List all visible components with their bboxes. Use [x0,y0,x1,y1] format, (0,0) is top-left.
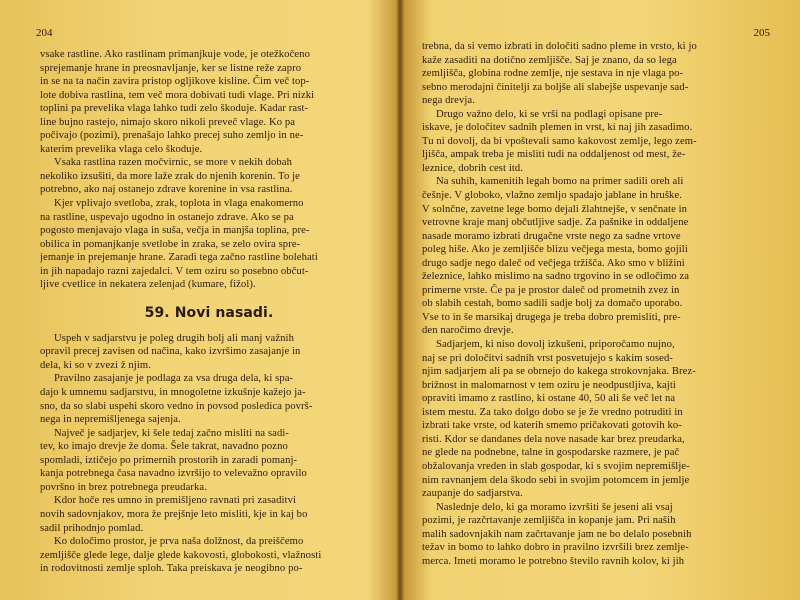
right-text-block [422,40,774,568]
text-line: sadil prihodnjo pomlad. [40,522,144,534]
left-page-text [40,48,378,576]
text-line: nega in nepremišljenega sajenja. [40,414,181,426]
text-line: Kdor hoče res umno in premišljeno ravnati pri zasaditvi [54,495,297,507]
text-line: Največ je sadjarjev, ki šele tedaj začno misliti na sadi- [54,427,290,439]
text-line: poleg hiše. Ako je zemljišče blizu večjega mesta, bomo gojili [422,244,688,256]
text-line: počivajo (pozimi), prenašajo lahko precej suho zemljo in ne- [40,130,304,142]
text-line: trebna, da si vemo izbrati in določiti sadno pleme in vrsto, ki jo [422,41,697,52]
text-line: Vsaka rastlina razen močvirnic, se more v nekih dobah [54,157,292,169]
text-line: ne glede na podnebne, talne in gospodarske razmere, je pač [422,447,680,459]
text-line: nega drevja. [422,95,475,107]
right-page [402,0,800,600]
text-line: Ko določimo prostor, je prva naša dolžnost, da preiščemo [54,536,304,548]
text-line: lote dobiva rastlina, tem več mora dobivati tudi vlage. Pri nizki [40,89,315,101]
text-line: opravil precej zavisen od načina, kako izvršimo zasajanje in [40,346,301,358]
text-line: ljišča, ampak treba je misliti tudi na oddaljenost od mest, že- [422,149,686,161]
text-line: Tu ni dovolj, da bi vpoštevali samo kakovost zemlje, lego zem- [422,135,697,147]
text-line: sno, da so slabi uspehi skoro vedno in povsod posledica površ- [40,400,313,412]
text-line: Naslednje delo, ki ga moramo izvršiti še jeseni ali vsaj [436,501,673,513]
text-line: toplini pa prevelika vlaga lahko tudi zelo škoduje. Kadar rast- [40,103,309,115]
text-line: njim sadjarjem ali pa se obrnejo do kakega strokovnjaka. Brez- [422,366,696,378]
text-line: vsake rastline. Ako rastlinam primanjkuje vode, je otežkočeno [40,49,310,60]
text-line: površno in brez potrebnega preudarka. [40,481,207,493]
text-line: den naročimo drevje. [422,325,514,337]
text-line: Vse to in še marsikaj drugega je treba dobro premisliti, pre- [422,311,681,323]
text-line: ljive cvetlice in nekatera zelenjad (kumare, fižol). [40,279,256,291]
section-heading: 59. Novi nasadi. [144,304,274,321]
text-line: težav in bomo to lahko dobro in pravilno izvršili brez zemlje- [422,542,689,554]
text-line: leznice, dobrih cest itd. [422,162,524,174]
text-line: V solnčne, zavetne lege bomo dejali žlahtnejše, v senčnate in [422,203,688,215]
text-line: iskave, je določitev sadnih plemen in vrst, ki naj jih zasadimo. [422,122,693,134]
text-line: malih sadovnjakih nam začrtavanje jam ne bo delalo posebnih [422,528,692,540]
text-line: merca. Imeti moramo le potrebno število ravnih kolov, ki jih [422,555,685,567]
left-text-block-1 [40,48,378,292]
text-line: opraviti imamo z rastlino, ki ostane 40, 50 ali še več let na [422,393,676,405]
text-line: naj se pri določitvi sadnih vrst posvetujejo s kakim sosed- [422,352,673,364]
text-line: nim ravnanjem dela škodo sebi in svojim potomcem in jemlje [422,474,690,486]
text-line: sebno merodajni činitelji za boljše ali slabejše uspevanje sad- [422,81,689,93]
text-line: Drugo važno delo, ki se vrši na podlagi opisane pre- [436,108,663,120]
text-line: primerne vrste. Če pa je prostor daleč od prometnih zvez in [422,284,680,296]
text-line: in rodovitnosti zemlje sploh. Taka preiskava je neogibno po- [40,563,303,575]
text-line: in se na ta način zavira pristop ogljikove kisline. Čim več top- [40,76,310,88]
text-line: jemanje in prejemanje hrane. Zaradi tega začno rastline bolehati [40,252,318,264]
text-line: katerim prevelika vlaga celo škoduje. [40,143,203,155]
text-line: Na suhih, kamenitih legah bomo na primer sadili orеh ali [436,176,684,188]
text-line: obžalovanja vreden in slab gospodar, ki s svojim nepremišlje- [422,460,690,472]
text-line: vetrovne kraje manj občutljive sadje. Za pašnike in oddaljene [422,217,689,229]
text-line: brižnost in malomarnost v tem oziru je neodpustljiva, kajti [422,379,676,391]
text-line: risti. Kdor se dandanes dela nove nasade kar brez preudarka, [422,433,685,445]
text-line: nasade moramo izbrati drugačne vrste nego za sadne vrtove [422,230,681,242]
text-line: obilica in pomanjkanje svetlobe in zraka, se zelo ovira spre- [40,238,301,250]
text-line: češnje. V globoko, vlažno zemljo spadajo jablane in hruške. [422,190,682,202]
text-line: in jih napadajo razni zajedalci. V tem oziru so posebno občut- [40,265,309,277]
page-number-right: 205 [753,27,770,39]
text-line: kaže zasaditi na dotično zemljišče. Saj je znano, da so lega [422,54,677,66]
text-line: izbrati take vrste, od katerih smemo pričakovati gotovih ko- [422,420,682,432]
text-line: ob slabih cestah, bomo sadili sadje bolj za domačo uporabo. [422,298,683,310]
text-line: spomladi, iztičejo po primernih prostorih in zaradi pomanj- [40,454,298,466]
text-line: tev, ko imajo drevje že doma. Šele takrat, navadno pozno [40,441,288,453]
text-line: pozimi, je razčrtavanje zemljišča in kopanje jam. Pri naših [422,515,676,527]
text-line: pogosto menjavajo vlaga in suša, večja in manjša toplina, pre- [40,225,310,237]
text-line: line bujno rastejo, nimajo skoro nikoli preveč vlage. Ko pa [40,116,296,128]
text-line: potrebno, ako naj ostanejo zdrave koreninе in vsa rastlina. [40,184,293,196]
text-line: drugo sadje nego daleč od večjega tržišča. Ako smo v bližini [422,257,685,269]
text-line: zaupanje do sadjarstva. [422,488,523,500]
text-line: na rastline, uspevajo ugodno in ostanejo zdrave. Ako se pa [40,211,294,223]
text-line: kanja potrebnega časa navadno izvršijo to velevažno opravilo [40,468,307,480]
text-line: Kjer vplivajo svetloba, zrak, toplota in vlaga enakomerno [54,198,304,210]
text-line: istem mestu. Za tako dolgo dobo se je že vredno potruditi in [422,406,683,418]
text-line: sprejemanje hrane in preosnavljanje, ker se listne reže zapro [40,62,302,74]
text-line: zemljišča, globina rodne zemlje, nje sestava in nje vlaga po- [422,68,684,80]
text-line: Uspeh v sadjarstvu je poleg drugih bolj ali manj važnih [54,332,294,344]
left-text-block-2 [40,332,378,576]
left-page [0,0,398,600]
text-line: dela, ki so v zvezi ž njim. [40,359,151,371]
text-line: zemljišče glede lege, dalje glede kakovosti, globokosti, vlažnosti [40,549,322,561]
text-line: nekoliko izsušiti, da more laže zrak do njenih korenin. To je [40,170,300,182]
text-line: dajo k umnemu sadjarstvu, in mnogoletne izkušnje kažejo ja- [40,387,306,399]
page-number-left: 204 [36,27,53,39]
right-page-text [422,40,774,568]
text-line: novih sadovnjakov, mora že prejšnje leto misliti, kje in kaj bo [40,508,308,520]
text-line: Sadjarjem, ki niso dovolj izkušeni, priporočamo nujno, [436,339,675,351]
text-line: železnice, lahko mislimo na sadno trgovino in se odločimo za [422,271,690,283]
text-line: Pravilno zasajanje je podlaga za vsa druga dela, ki spa- [54,373,294,385]
